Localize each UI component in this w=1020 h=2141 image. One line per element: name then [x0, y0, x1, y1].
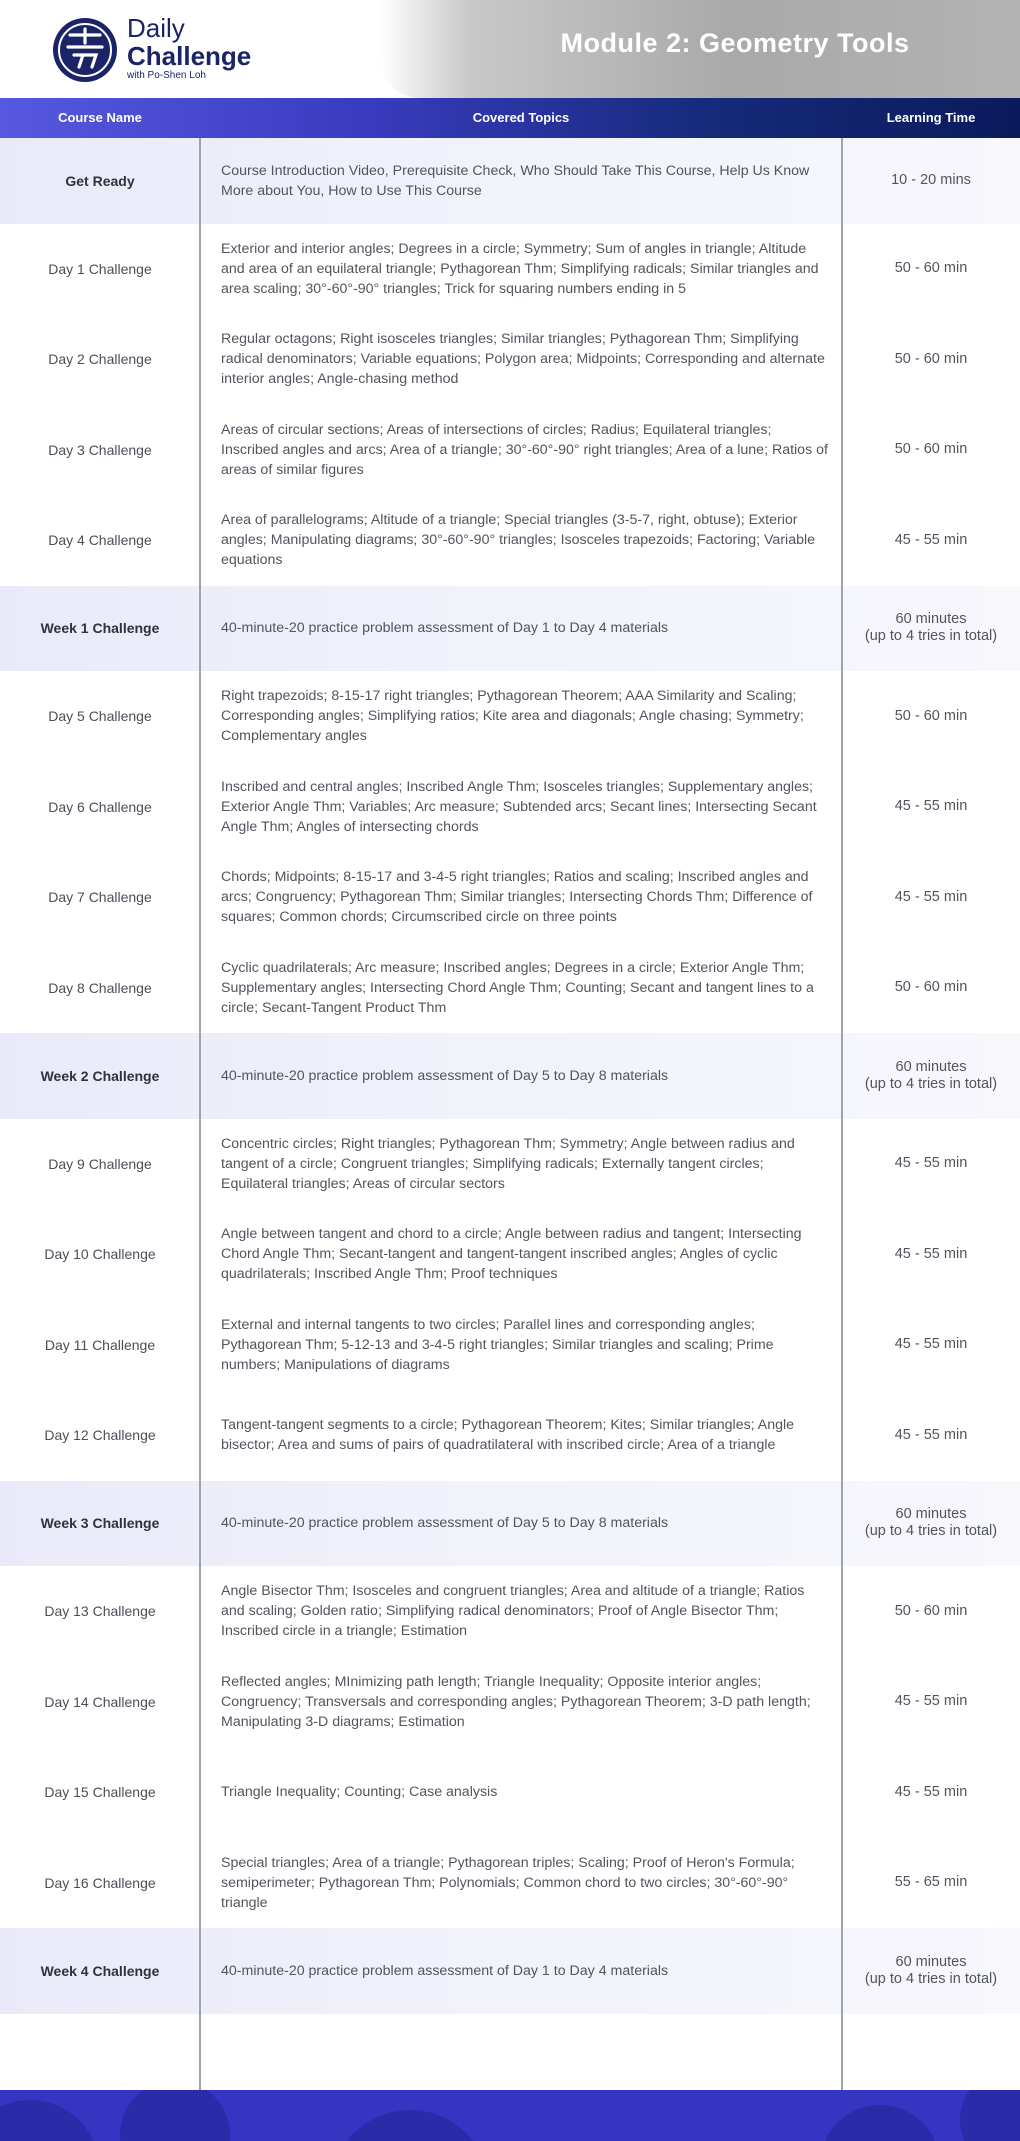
covered-topics-cell: Tangent-tangent segments to a circle; Pythagorean Theorem; Kites; Similar triangles; Angle bisector; Area and sums of pairs of quadratilateral with inscribed circle; Area of a triangle: [221, 1417, 795, 1454]
learning-time-cell: 45 - 55 min: [894, 1426, 968, 1443]
course-name-cell: Week 4 Challenge: [40, 1962, 160, 1979]
logo-line-byline: with Po-Shen Loh: [127, 70, 206, 81]
table-row: [0, 762, 1020, 853]
table-row: [0, 314, 1020, 405]
table-row: [0, 1300, 1020, 1391]
table-row: [0, 405, 1020, 496]
course-name-cell: Day 11 Challenge: [44, 1336, 156, 1353]
table-row: [0, 1119, 1020, 1210]
learning-time-cell: 45 - 55 min: [894, 531, 968, 548]
course-name-cell: Day 10 Challenge: [44, 1246, 156, 1263]
covered-topics-cell: Exterior and interior angles; Degrees in a circle; Symmetry; Sum of angles in triangle; Altitude and area of an equilateral triangle; Pythagorean Thm; Simplifying radicals; Similar triangles and area scaling; 30°-60°-90° triangles; Trick for squaring numbers ending in 5: [221, 240, 819, 297]
column-header-course-name: Course Name: [58, 110, 142, 125]
covered-topics-cell: Right trapezoids; 8-15-17 right triangles; Pythagorean Theorem; AAA Similarity and Scaling; Corresponding angles; Simplifying ratios; Kite area and diagonals; Angle chasing; Symmetry; Complementary angles: [221, 688, 804, 745]
learning-time-cell: 60 minutes (up to 4 tries in total): [864, 1058, 998, 1092]
covered-topics-cell: Special triangles; Area of a triangle; Pythagorean triples; Scaling; Proof of Heron's Formula; semiperimeter; Pythagorean Thm; Polynomials; Common chord to two circles; 30°-60°-90° triangle: [221, 1854, 795, 1911]
course-name-cell: Day 14 Challenge: [44, 1693, 156, 1710]
learning-time-cell: 60 minutes (up to 4 tries in total): [864, 611, 998, 645]
course-name-cell: Day 5 Challenge: [48, 708, 152, 725]
course-name-cell: Week 1 Challenge: [40, 620, 160, 637]
table-header: [0, 98, 1020, 138]
page-header: [0, 0, 1020, 98]
course-name-cell: Day 16 Challenge: [44, 1874, 156, 1891]
course-name-cell: Get Ready: [65, 172, 135, 189]
learning-time-cell: 45 - 55 min: [894, 1336, 968, 1353]
covered-topics-cell: 40-minute-20 practice problem assessment of Day 5 to Day 8 materials: [221, 1067, 669, 1084]
covered-topics-cell: Reflected angles; MInimizing path length; Triangle Inequality; Opposite interior angles; Congruency; Transversals and corresponding angles; Pythagorean Theorem; 3-D path length; Manipulating 3-D diagrams; Estimation: [221, 1673, 811, 1730]
table-row: [0, 1657, 1020, 1748]
table-row: [0, 852, 1020, 943]
covered-topics-cell: External and internal tangents to two circles; Parallel lines and corresponding angles; Pythagorean Thm; 5-12-13 and 3-4-5 right triangles; Similar triangles and scaling; Prime numbers; Manipulations of diagrams: [221, 1316, 774, 1373]
column-divider: [841, 138, 843, 2118]
table-row: [0, 495, 1020, 586]
table-row: [0, 1838, 1020, 1929]
covered-topics-cell: 40-minute-20 practice problem assessment of Day 1 to Day 4 materials: [221, 1962, 669, 1979]
logo-wordmark: [127, 15, 251, 81]
column-divider: [199, 138, 201, 2118]
learning-time-cell: 60 minutes (up to 4 tries in total): [864, 1953, 998, 1987]
table-row: [0, 1566, 1020, 1657]
page-title: Module 2: Geometry Tools: [560, 28, 910, 58]
table-row: [0, 1747, 1020, 1838]
course-name-cell: Day 3 Challenge: [48, 441, 152, 458]
learning-time-cell: 45 - 55 min: [894, 1155, 968, 1172]
page-footer: [0, 2090, 1020, 2141]
table-row: [0, 671, 1020, 762]
table-row: [0, 224, 1020, 315]
covered-topics-cell: Chords; Midpoints; 8-15-17 and 3-4-5 right triangles; Ratios and scaling; Inscribed angles and arcs; Congruency; Pythagorean Thm; Similar triangles; Intersecting Chords Thm; Difference of squares; Common chords; Circumscribed circle on three points: [221, 869, 813, 926]
course-table-body: [0, 138, 1020, 2014]
table-row: [0, 138, 1020, 224]
covered-topics-cell: Inscribed and central angles; Inscribed Angle Thm; Isosceles triangles; Supplementary angles; Exterior Angle Thm; Variables; Arc measure; Subtended arcs; Secant lines; Intersecting Secant Angle Thm; Angles of intersecting chords: [221, 778, 817, 835]
footer-decoration: [120, 2090, 230, 2141]
learning-time-cell: 60 minutes (up to 4 tries in total): [864, 1506, 998, 1540]
footer-decoration: [820, 2105, 940, 2141]
course-name-cell: Day 9 Challenge: [48, 1155, 152, 1172]
learning-time-cell: 55 - 65 min: [894, 1874, 968, 1891]
learning-time-cell: 45 - 55 min: [894, 798, 968, 815]
covered-topics-cell: 40-minute-20 practice problem assessment of Day 1 to Day 4 materials: [221, 620, 669, 637]
learning-time-cell: 45 - 55 min: [894, 1245, 968, 1262]
table-row: [0, 1928, 1020, 2014]
covered-topics-cell: Angle between tangent and chord to a circle; Angle between radius and tangent; Intersecting Chord Angle Thm; Secant-tangent and tangent-tangent inscribed angles; Angles of cyclic quadrilaterals; Inscribed Angle Thm; Proof techniques: [221, 1226, 802, 1283]
covered-topics-cell: Angle Bisector Thm; Isosceles and congruent triangles; Area and altitude of a triangle; Ratios and scaling; Golden ratio; Simplifying radical denominators; Proof of Angle Bisector Thm; Inscribed circle in a triangle; Estimation: [221, 1583, 805, 1640]
learning-time-cell: 45 - 55 min: [894, 888, 968, 905]
table-row: [0, 1033, 1020, 1119]
learning-time-cell: 50 - 60 min: [894, 260, 968, 277]
logo-line-challenge: Challenge: [127, 41, 252, 71]
learning-time-cell: 10 - 20 mins: [891, 172, 971, 189]
table-row: [0, 1209, 1020, 1300]
learning-time-cell: 50 - 60 min: [894, 979, 968, 996]
course-name-cell: Day 7 Challenge: [48, 889, 152, 906]
logo-line-daily: Daily: [127, 13, 185, 43]
learning-time-cell: 50 - 60 min: [894, 441, 968, 458]
covered-topics-cell: Concentric circles; Right triangles; Pythagorean Thm; Symmetry; Angle between radius and tangent of a circle; Congruent triangles; Simplifying radicals; Externally tangent circles; Equilateral triangles; Areas of circular sectors: [221, 1135, 795, 1192]
course-name-cell: Day 2 Challenge: [48, 351, 152, 368]
covered-topics-cell: Area of parallelograms; Altitude of a triangle; Special triangles (3-5-7, right, obtuse); Exterior angles; Manipulating diagrams; 30°-60°-90° triangles; Isosceles trapezoids; Factoring; Variable equations: [221, 512, 816, 569]
covered-topics-cell: Triangle Inequality; Counting; Case analysis: [221, 1784, 498, 1801]
course-name-cell: Day 15 Challenge: [44, 1784, 156, 1801]
course-name-cell: Day 6 Challenge: [48, 798, 152, 815]
course-name-cell: Day 12 Challenge: [44, 1427, 156, 1444]
covered-topics-cell: Regular octagons; Right isosceles triangles; Similar triangles; Pythagorean Thm; Simplifying radical denominators; Variable equations; Polygon area; Midpoints; Corresponding and alternate interior angles; Angle-chasing method: [221, 331, 825, 388]
table-row: [0, 586, 1020, 672]
covered-topics-cell: Areas of circular sections; Areas of intersections of circles; Radius; Equilateral triangles; Inscribed angles and arcs; Area of a triangle; 30°-60°-90° right triangles; Area of a lune; Ratios of areas of similar figures: [221, 421, 828, 478]
table-row: [0, 1390, 1020, 1481]
covered-topics-cell: Course Introduction Video, Prerequisite Check, Who Should Take This Course, Help Us Know More about You, How to Use This Course: [221, 162, 810, 199]
covered-topics-cell: 40-minute-20 practice problem assessment of Day 5 to Day 8 materials: [221, 1515, 669, 1532]
learning-time-cell: 50 - 60 min: [894, 350, 968, 367]
table-row: [0, 1481, 1020, 1567]
column-header-covered-topics: Covered Topics: [472, 110, 570, 125]
footer-decoration: [330, 2110, 490, 2141]
daily-challenge-logo-icon: [52, 17, 118, 83]
course-name-cell: Day 1 Challenge: [48, 260, 152, 277]
course-name-cell: Week 3 Challenge: [40, 1515, 160, 1532]
learning-time-cell: 50 - 60 min: [894, 707, 968, 724]
covered-topics-cell: Cyclic quadrilaterals; Arc measure; Inscribed angles; Degrees in a circle; Exterior Angle Thm; Supplementary angles; Intersecting Chord Angle Thm; Counting; Secant and tangent lines to a circle; Secant-Tangent Product Thm: [221, 959, 814, 1016]
table-row: [0, 943, 1020, 1034]
footer-decoration: [0, 2100, 100, 2141]
course-name-cell: Day 4 Challenge: [48, 532, 152, 549]
learning-time-cell: 45 - 55 min: [894, 1783, 968, 1800]
column-header-learning-time: Learning Time: [886, 110, 976, 125]
footer-decoration: [960, 2090, 1020, 2141]
course-name-cell: Week 2 Challenge: [40, 1067, 160, 1084]
learning-time-cell: 50 - 60 min: [894, 1602, 968, 1619]
learning-time-cell: 45 - 55 min: [894, 1693, 968, 1710]
course-name-cell: Day 13 Challenge: [44, 1603, 156, 1620]
course-name-cell: Day 8 Challenge: [48, 979, 152, 996]
